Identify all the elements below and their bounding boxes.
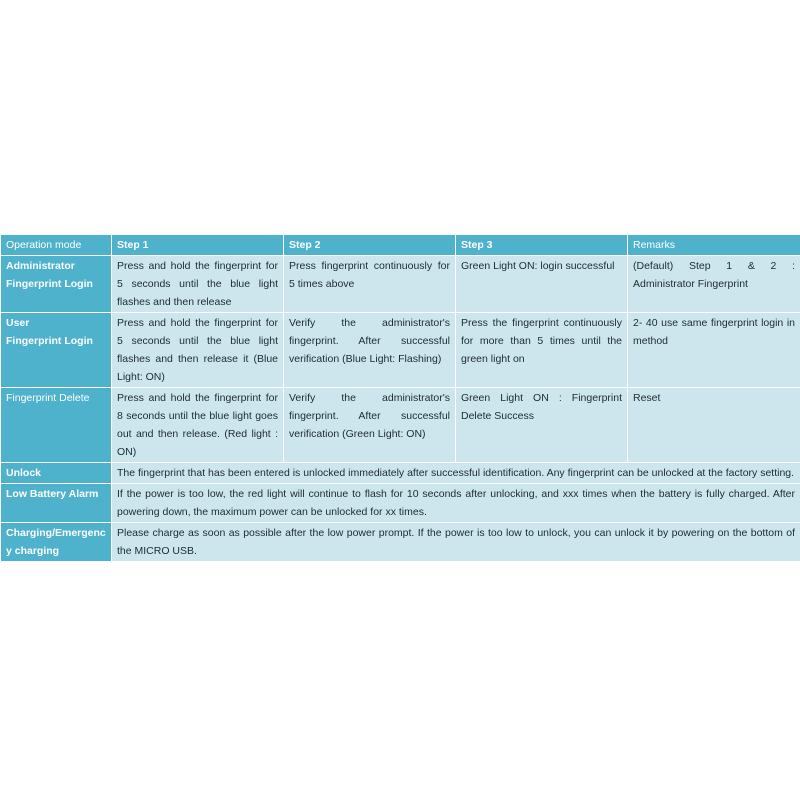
header-remarks: Remarks xyxy=(628,235,800,256)
header-operation-mode: Operation mode xyxy=(1,235,112,256)
row-label-line: Unlock xyxy=(6,467,42,479)
table-row xyxy=(1,484,800,523)
row-label-line: Fingerprint Delete xyxy=(6,392,90,404)
operation-table-wrapper xyxy=(0,234,800,562)
table-cell: Press and hold the fingerprint for 5 seconds until the blue light flashes and then release it (Blue Light: ON) xyxy=(112,313,284,388)
header-step-2: Step 2 xyxy=(284,235,456,256)
table-row xyxy=(1,388,800,463)
table-cell-wide: The fingerprint that has been entered is unlocked immediately after successful identification. Any fingerprint can be unlocked at the factory setting. xyxy=(112,463,800,484)
row-label-line: Charging/Emergenc xyxy=(6,527,106,539)
table-cell: Press fingerprint continuously for 5 times above xyxy=(284,256,456,313)
row-label-unlock xyxy=(1,463,112,484)
table-cell: 2- 40 use same fingerprint login in method xyxy=(628,313,800,388)
row-label-user-login xyxy=(1,313,112,388)
table-row xyxy=(1,463,800,484)
row-label-charging xyxy=(1,523,112,562)
table-row xyxy=(1,523,800,562)
table-cell: (Default) Step 1 & 2 : Administrator Fingerprint xyxy=(628,256,800,313)
table-header-row xyxy=(1,235,800,256)
row-label-fingerprint-delete xyxy=(1,388,112,463)
table-cell: Verify the administrator's fingerprint. After successful verification (Blue Light: Flashing) xyxy=(284,313,456,388)
table-cell: Green Light ON : Fingerprint Delete Success xyxy=(456,388,628,463)
row-label-line: Fingerprint Login xyxy=(6,278,93,290)
operation-table xyxy=(0,234,800,562)
table-row xyxy=(1,256,800,313)
table-cell: Verify the administrator's fingerprint. After successful verification (Green Light: ON) xyxy=(284,388,456,463)
row-label-line: y charging xyxy=(6,545,60,557)
row-label-administrator-login xyxy=(1,256,112,313)
table-cell-wide: If the power is too low, the red light will continue to flash for 10 seconds after unlocking, and xxx times when the battery is fully charged. After powering down, the maximum power can be unlocked for xx times. xyxy=(112,484,800,523)
table-row xyxy=(1,313,800,388)
table-cell: Press and hold the fingerprint for 8 seconds until the blue light goes out and then release. (Red light : ON) xyxy=(112,388,284,463)
table-cell: Press and hold the fingerprint for 5 seconds until the blue light flashes and then release xyxy=(112,256,284,313)
header-step-3: Step 3 xyxy=(456,235,628,256)
row-label-line: Administrator xyxy=(6,260,75,272)
row-label-line: Low Battery Alarm xyxy=(6,488,99,500)
header-step-1: Step 1 xyxy=(112,235,284,256)
row-label-line: Fingerprint Login xyxy=(6,335,93,347)
table-cell: Press the fingerprint continuously for more than 5 times until the green light on xyxy=(456,313,628,388)
table-cell: Green Light ON: login successful xyxy=(456,256,628,313)
row-label-line: User xyxy=(6,317,30,329)
table-cell-wide: Please charge as soon as possible after the low power prompt. If the power is too low to unlock, you can unlock it by powering on the bottom of the MICRO USB. xyxy=(112,523,800,562)
row-label-low-battery-alarm xyxy=(1,484,112,523)
table-cell: Reset xyxy=(628,388,800,463)
